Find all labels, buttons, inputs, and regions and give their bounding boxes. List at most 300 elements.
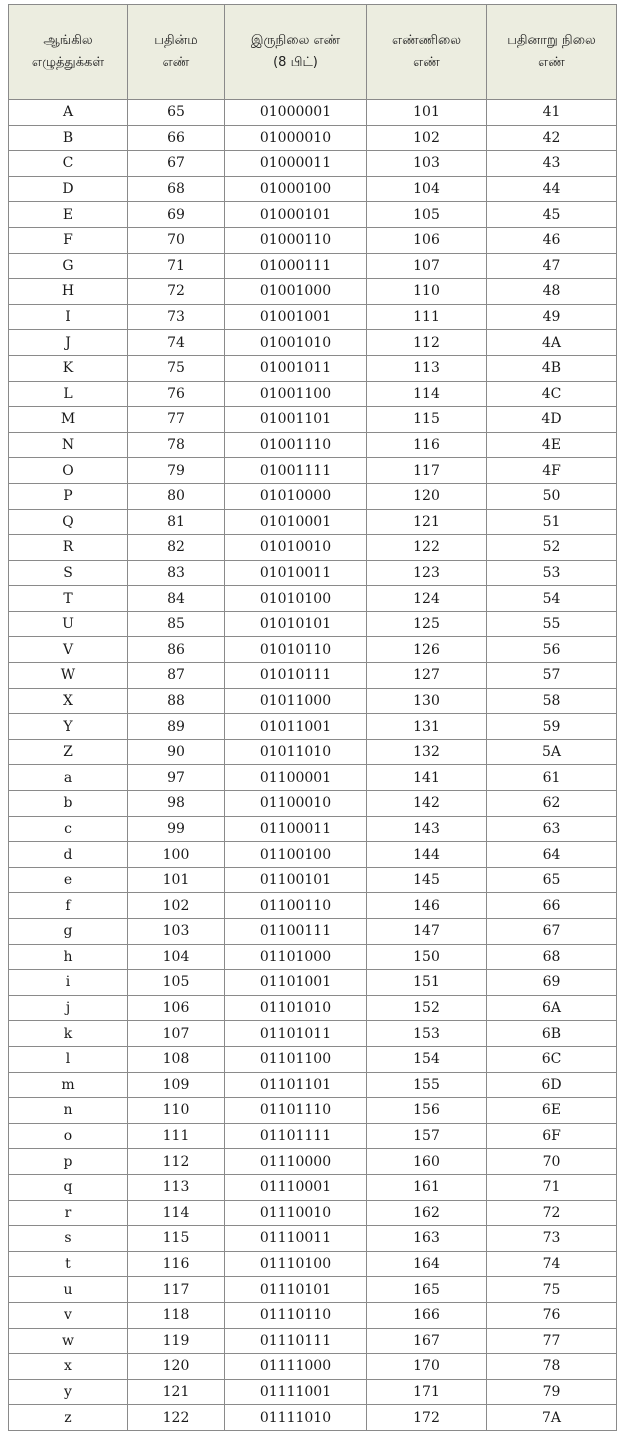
header-octal-line1: எண்ணிலை bbox=[391, 33, 462, 48]
cell-octal: 156 bbox=[367, 1098, 487, 1124]
cell-decimal: 107 bbox=[128, 1021, 225, 1047]
table-row bbox=[9, 611, 617, 637]
cell-letter: D bbox=[9, 176, 128, 202]
cell-letter: I bbox=[9, 304, 128, 330]
cell-letter: c bbox=[9, 816, 128, 842]
cell-binary: 01000001 bbox=[225, 100, 367, 126]
table-row bbox=[9, 1200, 617, 1226]
table-row bbox=[9, 304, 617, 330]
cell-octal: 107 bbox=[367, 253, 487, 279]
cell-letter: e bbox=[9, 867, 128, 893]
cell-letter: r bbox=[9, 1200, 128, 1226]
table-row bbox=[9, 1226, 617, 1252]
cell-binary: 01101000 bbox=[225, 944, 367, 970]
cell-octal: 114 bbox=[367, 381, 487, 407]
cell-letter: E bbox=[9, 202, 128, 228]
cell-decimal: 65 bbox=[128, 100, 225, 126]
header-hexadecimal-line2: எண் bbox=[538, 55, 565, 70]
cell-binary: 01010001 bbox=[225, 509, 367, 535]
cell-octal: 127 bbox=[367, 663, 487, 689]
table-row bbox=[9, 1046, 617, 1072]
cell-binary: 01011001 bbox=[225, 714, 367, 740]
cell-decimal: 80 bbox=[128, 483, 225, 509]
cell-hex: 77 bbox=[487, 1328, 617, 1354]
cell-octal: 110 bbox=[367, 279, 487, 305]
cell-octal: 145 bbox=[367, 867, 487, 893]
cell-letter: n bbox=[9, 1098, 128, 1124]
table-row bbox=[9, 791, 617, 817]
cell-letter: h bbox=[9, 944, 128, 970]
cell-decimal: 106 bbox=[128, 995, 225, 1021]
table-row bbox=[9, 407, 617, 433]
table-row bbox=[9, 330, 617, 356]
cell-hex: 69 bbox=[487, 970, 617, 996]
cell-binary: 01101001 bbox=[225, 970, 367, 996]
cell-hex: 67 bbox=[487, 919, 617, 945]
cell-hex: 73 bbox=[487, 1226, 617, 1252]
cell-octal: 122 bbox=[367, 535, 487, 561]
cell-decimal: 68 bbox=[128, 176, 225, 202]
header-hexadecimal-line1: பதினாறு நிலை bbox=[507, 33, 596, 48]
cell-decimal: 113 bbox=[128, 1174, 225, 1200]
cell-letter: i bbox=[9, 970, 128, 996]
cell-octal: 121 bbox=[367, 509, 487, 535]
table-row bbox=[9, 100, 617, 126]
cell-letter: j bbox=[9, 995, 128, 1021]
cell-hex: 47 bbox=[487, 253, 617, 279]
table-row bbox=[9, 739, 617, 765]
cell-letter: w bbox=[9, 1328, 128, 1354]
cell-hex: 4F bbox=[487, 458, 617, 484]
cell-octal: 125 bbox=[367, 611, 487, 637]
cell-decimal: 98 bbox=[128, 791, 225, 817]
cell-decimal: 69 bbox=[128, 202, 225, 228]
cell-letter: u bbox=[9, 1277, 128, 1303]
cell-hex: 63 bbox=[487, 816, 617, 842]
cell-octal: 146 bbox=[367, 893, 487, 919]
cell-decimal: 83 bbox=[128, 560, 225, 586]
cell-binary: 01101100 bbox=[225, 1046, 367, 1072]
cell-decimal: 112 bbox=[128, 1149, 225, 1175]
cell-hex: 42 bbox=[487, 125, 617, 151]
cell-binary: 01001010 bbox=[225, 330, 367, 356]
cell-hex: 50 bbox=[487, 483, 617, 509]
cell-hex: 48 bbox=[487, 279, 617, 305]
cell-binary: 01000100 bbox=[225, 176, 367, 202]
cell-binary: 01100110 bbox=[225, 893, 367, 919]
cell-decimal: 89 bbox=[128, 714, 225, 740]
cell-decimal: 88 bbox=[128, 688, 225, 714]
cell-hex: 79 bbox=[487, 1379, 617, 1405]
cell-letter: H bbox=[9, 279, 128, 305]
table-row bbox=[9, 1251, 617, 1277]
cell-decimal: 72 bbox=[128, 279, 225, 305]
cell-letter: G bbox=[9, 253, 128, 279]
cell-binary: 01010111 bbox=[225, 663, 367, 689]
cell-binary: 01001011 bbox=[225, 355, 367, 381]
table-row bbox=[9, 432, 617, 458]
cell-letter: M bbox=[9, 407, 128, 433]
table-header bbox=[9, 5, 617, 100]
cell-binary: 01101110 bbox=[225, 1098, 367, 1124]
cell-octal: 115 bbox=[367, 407, 487, 433]
cell-octal: 143 bbox=[367, 816, 487, 842]
cell-binary: 01100101 bbox=[225, 867, 367, 893]
cell-hex: 58 bbox=[487, 688, 617, 714]
table-row bbox=[9, 202, 617, 228]
cell-octal: 132 bbox=[367, 739, 487, 765]
cell-binary: 01110111 bbox=[225, 1328, 367, 1354]
header-row bbox=[9, 5, 617, 100]
cell-letter: Y bbox=[9, 714, 128, 740]
cell-hex: 4D bbox=[487, 407, 617, 433]
cell-letter: B bbox=[9, 125, 128, 151]
table-row bbox=[9, 1405, 617, 1431]
cell-octal: 130 bbox=[367, 688, 487, 714]
cell-binary: 01010100 bbox=[225, 586, 367, 612]
cell-letter: z bbox=[9, 1405, 128, 1431]
cell-hex: 6A bbox=[487, 995, 617, 1021]
cell-hex: 68 bbox=[487, 944, 617, 970]
cell-hex: 61 bbox=[487, 765, 617, 791]
cell-hex: 4E bbox=[487, 432, 617, 458]
table-row bbox=[9, 816, 617, 842]
cell-decimal: 71 bbox=[128, 253, 225, 279]
cell-octal: 167 bbox=[367, 1328, 487, 1354]
cell-decimal: 114 bbox=[128, 1200, 225, 1226]
cell-decimal: 111 bbox=[128, 1123, 225, 1149]
table-row bbox=[9, 893, 617, 919]
cell-hex: 52 bbox=[487, 535, 617, 561]
cell-binary: 01010110 bbox=[225, 637, 367, 663]
cell-octal: 153 bbox=[367, 1021, 487, 1047]
cell-decimal: 118 bbox=[128, 1302, 225, 1328]
header-decimal bbox=[128, 5, 225, 100]
cell-octal: 147 bbox=[367, 919, 487, 945]
cell-octal: 162 bbox=[367, 1200, 487, 1226]
cell-letter: N bbox=[9, 432, 128, 458]
table-row bbox=[9, 1021, 617, 1047]
cell-hex: 46 bbox=[487, 227, 617, 253]
cell-binary: 01101010 bbox=[225, 995, 367, 1021]
cell-hex: 45 bbox=[487, 202, 617, 228]
cell-letter: A bbox=[9, 100, 128, 126]
header-decimal-line1: பதின்ம bbox=[154, 33, 198, 48]
cell-hex: 70 bbox=[487, 1149, 617, 1175]
cell-hex: 51 bbox=[487, 509, 617, 535]
cell-hex: 53 bbox=[487, 560, 617, 586]
header-binary bbox=[225, 5, 367, 100]
table-row bbox=[9, 637, 617, 663]
cell-hex: 49 bbox=[487, 304, 617, 330]
cell-letter: T bbox=[9, 586, 128, 612]
header-octal bbox=[367, 5, 487, 100]
cell-letter: V bbox=[9, 637, 128, 663]
cell-hex: 75 bbox=[487, 1277, 617, 1303]
cell-decimal: 79 bbox=[128, 458, 225, 484]
cell-letter: P bbox=[9, 483, 128, 509]
cell-letter: X bbox=[9, 688, 128, 714]
cell-hex: 72 bbox=[487, 1200, 617, 1226]
table-row bbox=[9, 944, 617, 970]
cell-letter: U bbox=[9, 611, 128, 637]
cell-decimal: 109 bbox=[128, 1072, 225, 1098]
cell-binary: 01000101 bbox=[225, 202, 367, 228]
table-row bbox=[9, 560, 617, 586]
cell-octal: 104 bbox=[367, 176, 487, 202]
cell-octal: 172 bbox=[367, 1405, 487, 1431]
table-row bbox=[9, 688, 617, 714]
table-row bbox=[9, 867, 617, 893]
cell-decimal: 119 bbox=[128, 1328, 225, 1354]
cell-binary: 01001110 bbox=[225, 432, 367, 458]
cell-hex: 6F bbox=[487, 1123, 617, 1149]
cell-letter: s bbox=[9, 1226, 128, 1252]
cell-octal: 166 bbox=[367, 1302, 487, 1328]
cell-octal: 161 bbox=[367, 1174, 487, 1200]
header-hexadecimal bbox=[487, 5, 617, 100]
cell-octal: 141 bbox=[367, 765, 487, 791]
cell-decimal: 81 bbox=[128, 509, 225, 535]
cell-octal: 124 bbox=[367, 586, 487, 612]
header-binary-line2: (8 பிட்) bbox=[273, 55, 318, 70]
cell-decimal: 90 bbox=[128, 739, 225, 765]
cell-binary: 01000010 bbox=[225, 125, 367, 151]
header-english-letters-line2: எழுத்துக்கள் bbox=[31, 55, 105, 70]
cell-octal: 152 bbox=[367, 995, 487, 1021]
cell-octal: 171 bbox=[367, 1379, 487, 1405]
cell-letter: L bbox=[9, 381, 128, 407]
cell-decimal: 105 bbox=[128, 970, 225, 996]
cell-letter: q bbox=[9, 1174, 128, 1200]
cell-hex: 4A bbox=[487, 330, 617, 356]
table-row bbox=[9, 1149, 617, 1175]
cell-binary: 01110100 bbox=[225, 1251, 367, 1277]
table-row bbox=[9, 125, 617, 151]
table-row bbox=[9, 1302, 617, 1328]
cell-binary: 01110110 bbox=[225, 1302, 367, 1328]
cell-letter: y bbox=[9, 1379, 128, 1405]
cell-decimal: 115 bbox=[128, 1226, 225, 1252]
cell-binary: 01101111 bbox=[225, 1123, 367, 1149]
ascii-code-table bbox=[8, 4, 617, 1431]
table-row bbox=[9, 1174, 617, 1200]
cell-octal: 105 bbox=[367, 202, 487, 228]
cell-octal: 111 bbox=[367, 304, 487, 330]
cell-binary: 01110011 bbox=[225, 1226, 367, 1252]
table-row bbox=[9, 509, 617, 535]
cell-letter: m bbox=[9, 1072, 128, 1098]
cell-letter: o bbox=[9, 1123, 128, 1149]
cell-hex: 74 bbox=[487, 1251, 617, 1277]
cell-binary: 01001101 bbox=[225, 407, 367, 433]
table-row bbox=[9, 663, 617, 689]
cell-letter: R bbox=[9, 535, 128, 561]
cell-hex: 65 bbox=[487, 867, 617, 893]
cell-letter: b bbox=[9, 791, 128, 817]
table-row bbox=[9, 842, 617, 868]
cell-letter: Z bbox=[9, 739, 128, 765]
cell-octal: 154 bbox=[367, 1046, 487, 1072]
cell-octal: 117 bbox=[367, 458, 487, 484]
cell-binary: 01000110 bbox=[225, 227, 367, 253]
cell-letter: t bbox=[9, 1251, 128, 1277]
cell-binary: 01011000 bbox=[225, 688, 367, 714]
cell-binary: 01110001 bbox=[225, 1174, 367, 1200]
header-binary-line1: இருநிலை எண் bbox=[250, 33, 341, 48]
cell-binary: 01110000 bbox=[225, 1149, 367, 1175]
cell-decimal: 86 bbox=[128, 637, 225, 663]
table-row bbox=[9, 253, 617, 279]
cell-octal: 120 bbox=[367, 483, 487, 509]
cell-decimal: 82 bbox=[128, 535, 225, 561]
cell-octal: 113 bbox=[367, 355, 487, 381]
cell-decimal: 121 bbox=[128, 1379, 225, 1405]
header-english-letters bbox=[9, 5, 128, 100]
cell-hex: 59 bbox=[487, 714, 617, 740]
cell-octal: 101 bbox=[367, 100, 487, 126]
cell-hex: 56 bbox=[487, 637, 617, 663]
cell-hex: 5A bbox=[487, 739, 617, 765]
cell-letter: J bbox=[9, 330, 128, 356]
cell-octal: 160 bbox=[367, 1149, 487, 1175]
cell-letter: W bbox=[9, 663, 128, 689]
table-row bbox=[9, 970, 617, 996]
cell-decimal: 85 bbox=[128, 611, 225, 637]
cell-octal: 163 bbox=[367, 1226, 487, 1252]
cell-hex: 66 bbox=[487, 893, 617, 919]
header-english-letters-line1: ஆங்கில bbox=[43, 33, 93, 48]
cell-decimal: 117 bbox=[128, 1277, 225, 1303]
cell-binary: 01000011 bbox=[225, 151, 367, 177]
cell-letter: a bbox=[9, 765, 128, 791]
cell-hex: 64 bbox=[487, 842, 617, 868]
cell-letter: C bbox=[9, 151, 128, 177]
cell-octal: 151 bbox=[367, 970, 487, 996]
cell-binary: 01101011 bbox=[225, 1021, 367, 1047]
cell-binary: 01001001 bbox=[225, 304, 367, 330]
cell-hex: 6E bbox=[487, 1098, 617, 1124]
cell-letter: v bbox=[9, 1302, 128, 1328]
table-row bbox=[9, 1354, 617, 1380]
cell-binary: 01100111 bbox=[225, 919, 367, 945]
cell-decimal: 100 bbox=[128, 842, 225, 868]
table-row bbox=[9, 919, 617, 945]
cell-hex: 44 bbox=[487, 176, 617, 202]
cell-letter: l bbox=[9, 1046, 128, 1072]
table-row bbox=[9, 1098, 617, 1124]
cell-hex: 4B bbox=[487, 355, 617, 381]
table-row bbox=[9, 535, 617, 561]
cell-binary: 01100011 bbox=[225, 816, 367, 842]
cell-octal: 103 bbox=[367, 151, 487, 177]
cell-octal: 157 bbox=[367, 1123, 487, 1149]
cell-binary: 01001100 bbox=[225, 381, 367, 407]
cell-octal: 131 bbox=[367, 714, 487, 740]
cell-decimal: 77 bbox=[128, 407, 225, 433]
table-row bbox=[9, 586, 617, 612]
cell-decimal: 99 bbox=[128, 816, 225, 842]
cell-letter: k bbox=[9, 1021, 128, 1047]
cell-hex: 43 bbox=[487, 151, 617, 177]
cell-binary: 01111001 bbox=[225, 1379, 367, 1405]
cell-hex: 6D bbox=[487, 1072, 617, 1098]
cell-decimal: 87 bbox=[128, 663, 225, 689]
cell-decimal: 67 bbox=[128, 151, 225, 177]
cell-decimal: 66 bbox=[128, 125, 225, 151]
cell-binary: 01010000 bbox=[225, 483, 367, 509]
cell-letter: f bbox=[9, 893, 128, 919]
cell-hex: 78 bbox=[487, 1354, 617, 1380]
cell-binary: 01111010 bbox=[225, 1405, 367, 1431]
cell-binary: 01101101 bbox=[225, 1072, 367, 1098]
cell-letter: K bbox=[9, 355, 128, 381]
cell-letter: x bbox=[9, 1354, 128, 1380]
cell-decimal: 122 bbox=[128, 1405, 225, 1431]
cell-binary: 01010010 bbox=[225, 535, 367, 561]
cell-binary: 01011010 bbox=[225, 739, 367, 765]
cell-hex: 71 bbox=[487, 1174, 617, 1200]
table-row bbox=[9, 151, 617, 177]
table-row bbox=[9, 1277, 617, 1303]
cell-octal: 126 bbox=[367, 637, 487, 663]
cell-letter: O bbox=[9, 458, 128, 484]
table-row bbox=[9, 995, 617, 1021]
header-octal-line2: எண் bbox=[413, 55, 440, 70]
cell-decimal: 78 bbox=[128, 432, 225, 458]
cell-decimal: 116 bbox=[128, 1251, 225, 1277]
cell-hex: 41 bbox=[487, 100, 617, 126]
cell-hex: 54 bbox=[487, 586, 617, 612]
cell-decimal: 74 bbox=[128, 330, 225, 356]
cell-octal: 142 bbox=[367, 791, 487, 817]
cell-binary: 01110101 bbox=[225, 1277, 367, 1303]
cell-binary: 01001000 bbox=[225, 279, 367, 305]
cell-decimal: 73 bbox=[128, 304, 225, 330]
cell-hex: 6C bbox=[487, 1046, 617, 1072]
cell-letter: d bbox=[9, 842, 128, 868]
cell-decimal: 75 bbox=[128, 355, 225, 381]
cell-letter: p bbox=[9, 1149, 128, 1175]
cell-hex: 6B bbox=[487, 1021, 617, 1047]
cell-hex: 57 bbox=[487, 663, 617, 689]
cell-binary: 01010101 bbox=[225, 611, 367, 637]
cell-letter: Q bbox=[9, 509, 128, 535]
table-row bbox=[9, 1379, 617, 1405]
cell-octal: 170 bbox=[367, 1354, 487, 1380]
table-row bbox=[9, 1072, 617, 1098]
cell-octal: 155 bbox=[367, 1072, 487, 1098]
table-row bbox=[9, 279, 617, 305]
cell-letter: F bbox=[9, 227, 128, 253]
cell-binary: 01001111 bbox=[225, 458, 367, 484]
table-row bbox=[9, 765, 617, 791]
cell-octal: 164 bbox=[367, 1251, 487, 1277]
cell-hex: 62 bbox=[487, 791, 617, 817]
cell-letter: S bbox=[9, 560, 128, 586]
table-row bbox=[9, 714, 617, 740]
cell-hex: 76 bbox=[487, 1302, 617, 1328]
table-row bbox=[9, 355, 617, 381]
cell-octal: 123 bbox=[367, 560, 487, 586]
cell-binary: 01100010 bbox=[225, 791, 367, 817]
table-row bbox=[9, 1123, 617, 1149]
cell-decimal: 108 bbox=[128, 1046, 225, 1072]
cell-letter: g bbox=[9, 919, 128, 945]
cell-hex: 4C bbox=[487, 381, 617, 407]
table-row bbox=[9, 176, 617, 202]
cell-binary: 01010011 bbox=[225, 560, 367, 586]
